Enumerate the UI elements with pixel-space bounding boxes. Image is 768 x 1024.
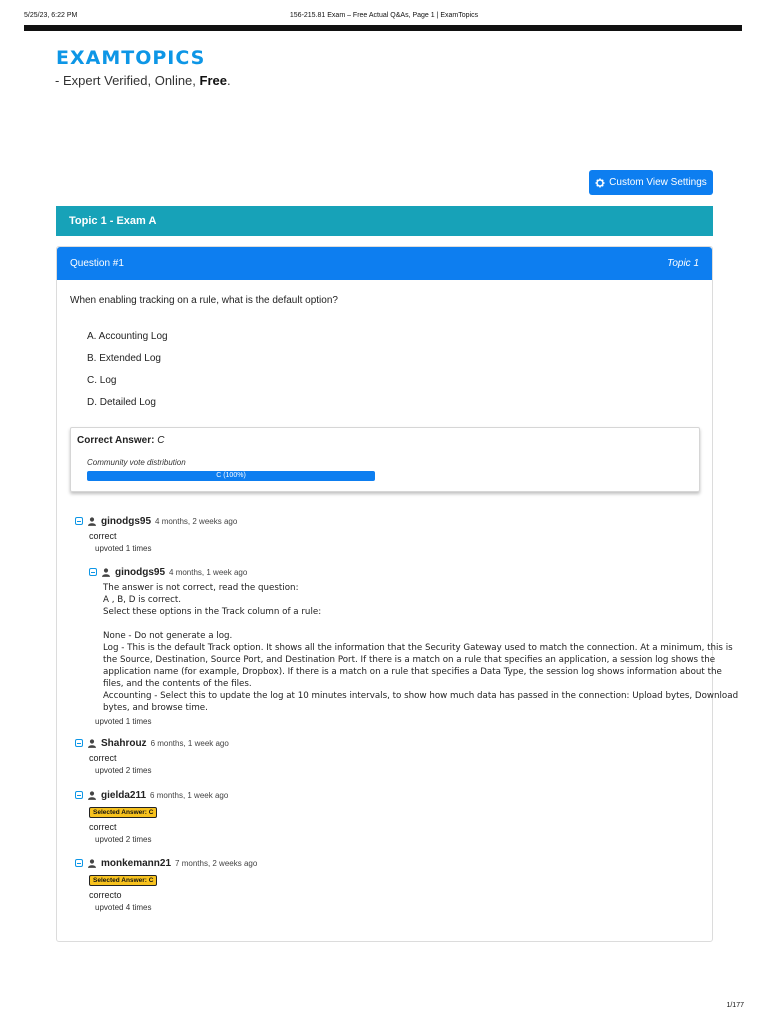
custom-view-settings-label: Custom View Settings: [609, 177, 707, 188]
correct-answer-value: C: [157, 435, 165, 446]
correct-answer-box: [70, 427, 700, 492]
comment-username[interactable]: gielda211: [101, 789, 147, 801]
gear-icon: [595, 178, 605, 188]
comment-timestamp: 4 months, 2 weeks ago: [155, 516, 238, 526]
topic-header: [56, 206, 713, 236]
comment: [75, 515, 237, 553]
comment-timestamp: 4 months, 1 week ago: [169, 567, 248, 577]
comment-line: Accounting - Select this to update the log at 10 minutes intervals, to show how much data has passed in the connection: Upload bytes, Download bytes, and browse time.: [103, 691, 739, 713]
comment-timestamp: 6 months, 1 week ago: [150, 790, 229, 800]
choice-d[interactable]: D. Detailed Log: [87, 397, 156, 408]
choice-a[interactable]: A. Accounting Log: [87, 331, 168, 342]
collapse-toggle-icon[interactable]: [75, 739, 83, 747]
comment-text: correcto: [89, 890, 122, 900]
choice-list: [87, 331, 168, 419]
logo-text: EXAMTOPICS: [56, 47, 206, 69]
comment-username[interactable]: ginodgs95: [115, 566, 166, 578]
upvote-count: upvoted 1 times: [95, 544, 152, 553]
comment-line: Select these options in the Track column of a rule:: [103, 607, 322, 617]
tagline-bold: Free: [199, 73, 227, 88]
question-header: [57, 247, 712, 280]
user-icon: [88, 859, 96, 868]
collapse-toggle-icon[interactable]: [75, 517, 83, 525]
collapse-toggle-icon[interactable]: [89, 568, 97, 576]
question-number: Question #1: [70, 258, 124, 269]
print-title: 156-215.81 Exam – Free Actual Q&As, Page 1 | ExamTopics: [289, 12, 479, 19]
upvote-count: upvoted 2 times: [95, 766, 152, 775]
vote-distribution-bar: [87, 471, 375, 481]
top-nav-bar: [24, 25, 742, 31]
question-card: [56, 246, 739, 942]
correct-answer-label: Correct Answer:: [77, 435, 155, 446]
upvote-count: upvoted 2 times: [95, 835, 152, 844]
question-text: When enabling tracking on a rule, what is the default option?: [70, 295, 338, 306]
user-icon: [88, 791, 96, 800]
selected-answer-badge: Selected Answer: C: [89, 875, 157, 886]
correct-answer: [77, 435, 164, 446]
choice-c[interactable]: C. Log: [87, 375, 117, 386]
comment-text: correct: [89, 753, 117, 763]
examtopics-logo[interactable]: [56, 47, 205, 69]
upvote-count: upvoted 1 times: [95, 717, 152, 726]
tagline: [55, 73, 231, 88]
comment-username[interactable]: Shahrouz: [101, 737, 147, 749]
tagline-prefix: - Expert Verified, Online,: [55, 73, 200, 88]
choice-b[interactable]: B. Extended Log: [87, 353, 161, 364]
comment: [75, 789, 228, 844]
print-page-number: 1/177: [726, 1002, 744, 1009]
tagline-suffix: .: [226, 73, 231, 88]
topic-label: Topic 1 - Exam A: [69, 215, 157, 227]
comment-text: correct: [89, 531, 117, 541]
comment-timestamp: 6 months, 1 week ago: [150, 738, 229, 748]
comment-line: None - Do not generate a log.: [103, 631, 233, 641]
print-datetime: 5/25/23, 6:22 PM: [24, 12, 78, 19]
user-icon: [88, 517, 96, 526]
selected-answer-badge: Selected Answer: C: [89, 807, 157, 818]
comment: [75, 737, 229, 775]
user-icon: [88, 739, 96, 748]
comment-blank-line: [103, 618, 743, 630]
comment-line: The answer is not correct, read the question:: [103, 583, 299, 593]
collapse-toggle-icon[interactable]: [75, 859, 83, 867]
comment-text: [103, 582, 743, 714]
print-header: [24, 12, 744, 22]
comment-text: correct: [89, 822, 117, 832]
question-topic: Topic 1: [667, 258, 699, 269]
comment-username[interactable]: monkemann21: [101, 857, 172, 869]
comment-line: A , B, D is correct.: [103, 595, 182, 605]
user-icon: [102, 568, 110, 577]
upvote-count: upvoted 4 times: [95, 903, 152, 912]
collapse-toggle-icon[interactable]: [75, 791, 83, 799]
comment-line: Log - This is the default Track option. It shows all the information that the Security Gateway used to match the connection. At a minimum, this is the Source, Destination, Source Port, and Destination Port. If there is a match on a rule that specifies an application, a session log shows the application name (for example, Dropbox). If there is a match on a rule that specifies a Data Type, the session log shows information about the files, and the contents of the files.: [103, 643, 733, 689]
comment-username[interactable]: ginodgs95: [101, 515, 152, 527]
comment: [75, 857, 257, 912]
custom-view-settings-button[interactable]: [589, 170, 713, 195]
vote-distribution-label: Community vote distribution: [87, 458, 186, 467]
comment-timestamp: 7 months, 2 weeks ago: [175, 858, 258, 868]
comment-reply: [89, 566, 743, 726]
vote-bar-fill: C (100%): [87, 471, 375, 481]
